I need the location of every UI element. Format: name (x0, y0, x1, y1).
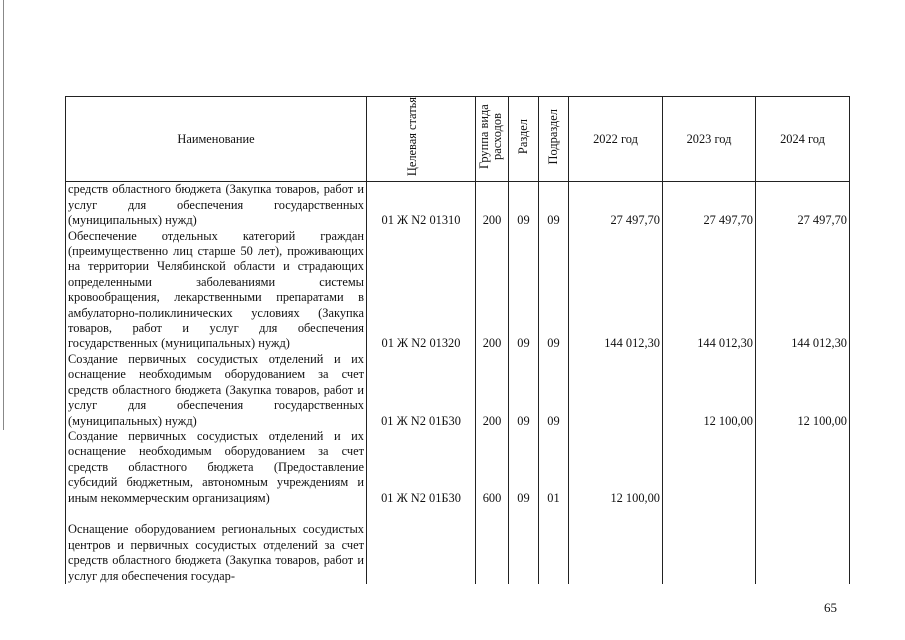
table-header-row (66, 97, 850, 182)
row-expense-group: 200 (476, 229, 509, 352)
row-name: Создание первичных сосудистых отделений и их оснащение необходимым оборудованием за счет средств областного бюджета (Предоставление субсидий бюджетным, автономным учреждениям и иным некоммерческим организациям) (66, 429, 367, 506)
header-section: Раздел (509, 97, 539, 182)
row-target-item: 01 Ж N2 01310 (367, 182, 476, 229)
table-row (66, 429, 850, 506)
table-row (66, 506, 850, 584)
header-target-item: Целевая статья (367, 97, 476, 182)
table-row (66, 229, 850, 352)
row-target-item: 01 Ж N2 01Б30 (367, 352, 476, 429)
row-2023: 12 100,00 (663, 352, 756, 429)
scan-edge-line (3, 0, 4, 430)
row-subsection: 09 (539, 229, 569, 352)
row-2023: 144 012,30 (663, 229, 756, 352)
row-2023 (663, 506, 756, 584)
row-2024: 144 012,30 (756, 229, 850, 352)
header-subsection: Подраздел (539, 97, 569, 182)
row-section: 09 (509, 429, 539, 506)
row-target-item: 01 Ж N2 01320 (367, 229, 476, 352)
table-row (66, 352, 850, 429)
row-name: Создание первичных сосудистых отделений и их оснащение необходимым оборудованием за счет средств областного бюджета (Закупка товаров, работ и услуг для обеспечения государственных (муниципальных) нужд) (66, 352, 367, 429)
table-row (66, 182, 850, 229)
row-expense-group: 200 (476, 352, 509, 429)
row-subsection: 09 (539, 352, 569, 429)
row-2022 (569, 352, 663, 429)
row-2024 (756, 429, 850, 506)
row-2022 (569, 506, 663, 584)
row-target-item: 01 Ж N2 01Б30 (367, 429, 476, 506)
row-name: средств областного бюджета (Закупка товаров, работ и услуг для обеспечения государственных (муниципальных) нужд) (66, 182, 367, 229)
row-section: 09 (509, 229, 539, 352)
budget-table (65, 96, 850, 584)
header-2022: 2022 год (569, 97, 663, 182)
row-expense-group: 200 (476, 182, 509, 229)
header-2024: 2024 год (756, 97, 850, 182)
row-expense-group: 600 (476, 429, 509, 506)
row-2023: 27 497,70 (663, 182, 756, 229)
row-2024: 12 100,00 (756, 352, 850, 429)
row-name: Обеспечение отдельных категорий граждан (преимущественно лиц старше 50 лет), проживающих на территории Челябинской области и страдающих определенными заболеваниями системы кровообращения, лекарственными препаратами в амбулаторно-поликлинических условиях (Закупка товаров, работ и услуг для обеспечения государственных (муниципальных) нужд) (66, 229, 367, 352)
page-number: 65 (824, 600, 837, 615)
row-section: 09 (509, 352, 539, 429)
row-name: Оснащение оборудованием региональных сосудистых центров и первичных сосудистых отделений за счет средств областного бюджета (Закупка товаров, работ и услуг для обеспечения государ- (66, 506, 367, 584)
header-expense-group: Группа вида расходов (476, 97, 509, 182)
header-2023: 2023 год (663, 97, 756, 182)
row-2024 (756, 506, 850, 584)
row-section (509, 506, 539, 584)
header-name: Наименование (66, 97, 367, 182)
row-2022: 12 100,00 (569, 429, 663, 506)
row-section: 09 (509, 182, 539, 229)
row-2022: 27 497,70 (569, 182, 663, 229)
row-subsection (539, 506, 569, 584)
row-subsection: 09 (539, 182, 569, 229)
row-subsection: 01 (539, 429, 569, 506)
row-2024: 27 497,70 (756, 182, 850, 229)
row-expense-group (476, 506, 509, 584)
row-target-item (367, 506, 476, 584)
row-2023 (663, 429, 756, 506)
row-2022: 144 012,30 (569, 229, 663, 352)
